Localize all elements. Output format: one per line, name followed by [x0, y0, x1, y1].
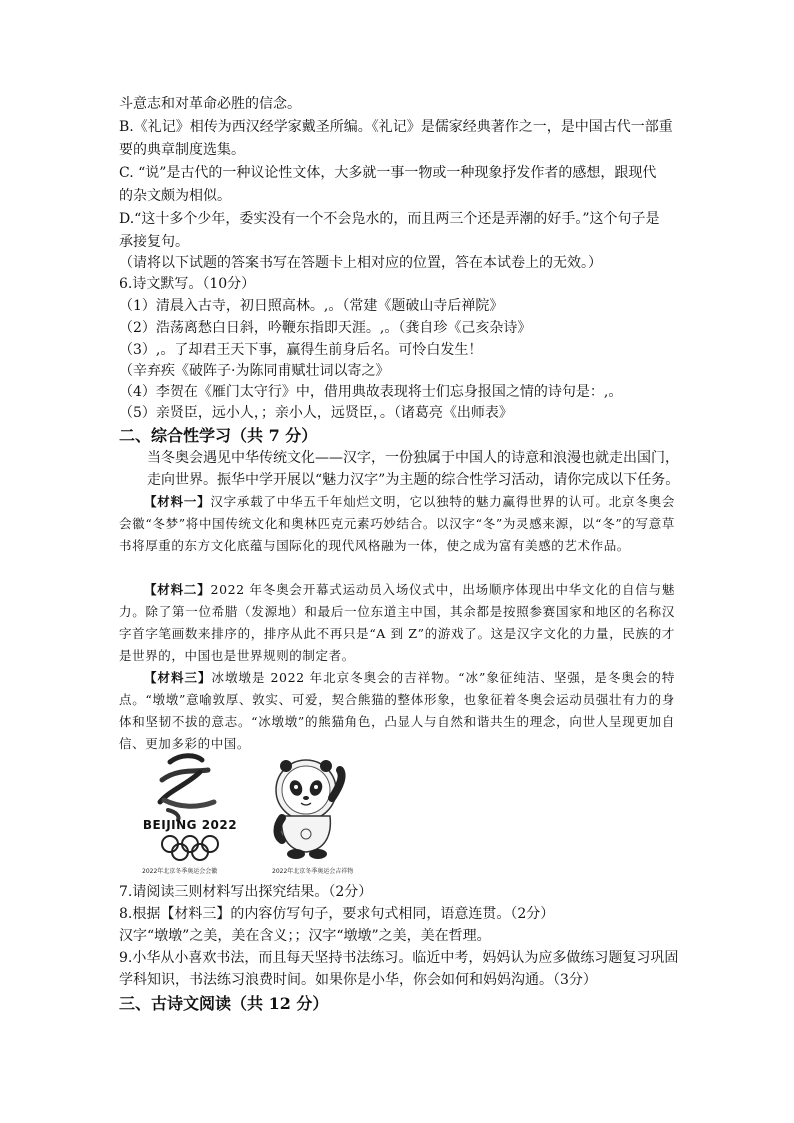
- material-3-text: 冰墩墩是 2022 年北京冬奥会的吉祥物。“冰”象征纯洁、坚强，是冬奥会的特点。“墩墩”意喻敦厚、敦实、可爱，契合熊猫的整体形象，也象征着冬奥会运动员强壮有力的身体和坚韧不拔的意志。“冰墩墩”的熊猫角色，凸显人与自然和谐共生的理念，向世人呈现更加自信、更加多彩的中国。: [119, 670, 675, 751]
- material-1-tag: 【材料一】: [144, 494, 211, 509]
- material-2-text: 2022 年冬奥会开幕式运动员入场仪式中，出场顺序体现出中华文化的自信与魅力。除了第一位希腊（发源地）和最后一位东道主中国，其余都是按照参赛国家和地区的名称汉字首字笔画数来排序的，排序从此不再只是“A 到 Z”的游戏了。这是汉字文化的力量，民族的才是世界的，中国也是世界规则的制定者。: [119, 582, 675, 663]
- question-6-title: 6.诗文默写。（10分）: [119, 276, 256, 292]
- option-c-line2: 的杂文颇为相似。: [119, 188, 231, 204]
- material-1-text: 汉字承载了中华五千年灿烂文明，它以独特的魅力赢得世界的认可。北京冬奥会会徽“冬梦”将中国传统文化和奥林匹克元素巧妙结合。以汉字“冬”为灵感来源，以“冬”的写意草书将厚重的东方文化底蕴与国际化的现代风格融为一体，使之成为富有美感的艺术作品。: [119, 494, 675, 553]
- question-9-line2: 学科知识，书法练习浪费时间。如果你是小华，你会如何和妈妈沟通。（3分）: [119, 972, 597, 988]
- material-3: [119, 667, 675, 755]
- emblem-text: BEIJING 2022: [142, 818, 238, 832]
- mascot-figure: [268, 752, 348, 862]
- olympic-emblem-figure: [140, 750, 240, 862]
- section-2-intro-line2: 走向世界。振华中学开展以“魅力汉字”为主题的综合性学习活动，请你完成以下任务。: [147, 472, 680, 488]
- option-d-line2: 承接复句。: [119, 234, 189, 250]
- question-8: 8.根据【材料三】的内容仿写句子，要求句式相同，语意连贯。（2分）: [119, 906, 555, 922]
- recite-item-2: （2）浩荡离愁白日斜，吟鞭东指即天涯。,。（龚自珍《己亥杂诗》: [119, 320, 532, 336]
- recite-item-5: （5）亲贤臣，远小人，；亲小人，远贤臣，。（诸葛亮《出师表》: [119, 405, 513, 421]
- panda-mascot-icon: [268, 752, 348, 862]
- recite-item-3-source: （辛弃疾《破阵子·为陈同甫赋壮词以寄之》: [119, 363, 390, 379]
- recite-item-1: （1）清晨入古寺，初日照高林。,。（常建《题破山寺后禅院》: [119, 298, 504, 314]
- material-2-tag: 【材料二】: [144, 582, 211, 597]
- option-b-line1: B.《礼记》相传为西汉经学家戴圣所编。《礼记》是儒家经典著作之一，是中国古代一部重: [119, 119, 673, 135]
- emblem-caption: 2022年北京冬季奥运会会徽: [142, 868, 218, 875]
- text-line: 斗意志和对革命必胜的信念。: [119, 96, 301, 112]
- recite-item-4: （4）李贺在《雁门太守行》中，借用典故表现将士们忘身报国之情的诗句是：,。: [119, 384, 623, 400]
- option-c-line1: C. “说”是古代的一种议论性文体，大多就一事一物或一种现象抒发作者的感想，跟现代: [119, 165, 657, 181]
- section-3-title: 三、古诗文阅读（共 12 分）: [119, 994, 329, 1013]
- recite-item-3: （3）,。了却君王天下事，赢得生前身后名。可怜白发生！: [119, 342, 483, 358]
- question-8-line: 汉字“墩墩”之美，美在含义；；汉字“墩墩”之美，美在哲理。: [119, 928, 491, 944]
- section-2-title: 二、综合性学习（共 7 分）: [119, 426, 318, 445]
- material-1: [119, 491, 675, 557]
- mascot-caption: 2022年北京冬季奥运会吉祥物: [272, 868, 354, 875]
- option-b-line2: 要的典章制度选集。: [119, 142, 245, 158]
- answer-instruction: （请将以下试题的答案书写在答题卡上相对应的位置，答在本试卷上的无效。）: [119, 255, 602, 271]
- material-3-tag: 【材料三】: [144, 670, 212, 685]
- question-7: 7.请阅读三则材料写出探究结果。（2分）: [119, 884, 373, 900]
- option-d-line1: D.“这十多个少年，委实没有一个不会凫水的，而且两三个还是弄潮的好手。”这个句子是: [119, 211, 660, 227]
- question-9-line1: 9.小华从小喜欢书法，而且每天坚持书法练习。临近中考，妈妈认为应多做练习题复习巩固: [119, 950, 679, 966]
- olympic-emblem-icon: [140, 750, 240, 862]
- section-2-intro-line1: 当冬奥会遇见中华传统文化——汉字，一份独属于中国人的诗意和浪漫也就走出国门，: [147, 450, 679, 466]
- material-2: [119, 579, 675, 667]
